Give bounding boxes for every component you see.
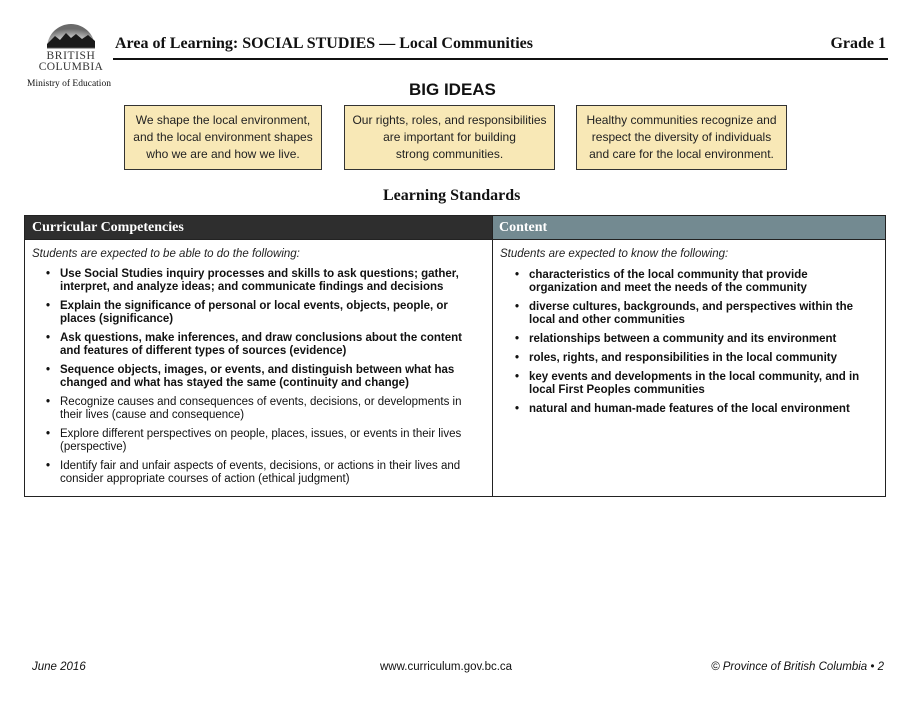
big-idea-line: Our rights, roles, and responsibilities (352, 113, 547, 127)
big-idea-box (344, 105, 555, 170)
grade-label: Grade 1 (830, 35, 886, 52)
competency-item: • Explore different perspectives on people, places, issues, or events in their lives (perspective) (46, 428, 484, 454)
big-idea-line: and the local environment shapes (133, 130, 313, 144)
content-item: • roles, rights, and responsibilities in the local community (515, 352, 877, 365)
logo-text-british: BRITISH (46, 50, 96, 62)
content-item: • diverse cultures, backgrounds, and perspectives within the local and other communities (515, 301, 877, 327)
big-ideas-heading: BIG IDEAS (409, 80, 496, 99)
big-idea-line: strong communities. (395, 147, 504, 161)
content-item: • characteristics of the local community that provide organization and meet the needs of the community (515, 269, 877, 295)
footer-url-link[interactable]: www.curriculum.gov.bc.ca (380, 661, 513, 673)
big-idea-box (576, 105, 787, 170)
content-item: • key events and developments in the local community, and in local First Peoples communities (515, 371, 877, 397)
big-idea-line: Healthy communities recognize and (586, 113, 777, 127)
page-title: Area of Learning: SOCIAL STUDIES — Local Communities (115, 35, 533, 52)
content-header: Content (493, 216, 885, 240)
curricular-competencies-header: Curricular Competencies (25, 216, 492, 240)
bc-ministry-logo (26, 14, 116, 89)
learning-standards-table (24, 215, 886, 497)
curricular-competencies-column (25, 216, 493, 496)
logo-text-ministry: Ministry of Education (27, 79, 111, 89)
header-divider (113, 58, 888, 60)
content-item: • relationships between a community and its environment (515, 333, 877, 346)
competency-item: • Ask questions, make inferences, and draw conclusions about the content and features of different types of sources (evidence) (46, 332, 484, 358)
footer-copyright-page: © Province of British Columbia • 2 (711, 661, 884, 673)
learning-standards-heading: Learning Standards (383, 187, 521, 204)
content-column (493, 216, 885, 496)
big-idea-line: are important for building (383, 130, 516, 144)
big-idea-line: who we are and how we live. (146, 147, 300, 161)
big-idea-line: and care for the local environment. (589, 147, 774, 161)
competency-item: • Identify fair and unfair aspects of events, decisions, or actions in their lives and consider appropriate courses of action (ethical judgment) (46, 460, 484, 486)
competencies-list (25, 261, 492, 486)
competency-item: • Explain the significance of personal or local events, objects, people, or places (significance) (46, 300, 484, 326)
competency-item: • Use Social Studies inquiry processes and skills to ask questions; gather, interpret, and analyze ideas; and communicate findings and decisions (46, 268, 484, 294)
bc-sunrise-mountain-icon (45, 14, 97, 50)
big-idea-box (124, 105, 322, 170)
competencies-intro: Students are expected to be able to do the following: (32, 248, 300, 260)
footer-date: June 2016 (32, 661, 86, 673)
competency-item: • Recognize causes and consequences of events, decisions, or developments in their lives (cause and consequence) (46, 396, 484, 422)
content-list (493, 261, 885, 416)
big-idea-line: We shape the local environment, (135, 113, 311, 127)
competency-item: • Sequence objects, images, or events, and distinguish between what has changed and what has stayed the same (continuity and change) (46, 364, 484, 390)
big-idea-line: respect the diversity of individuals (591, 130, 772, 144)
content-item: • natural and human-made features of the local environment (515, 403, 877, 416)
content-intro: Students are expected to know the following: (500, 248, 729, 260)
logo-text-columbia: COLUMBIA (38, 61, 104, 73)
